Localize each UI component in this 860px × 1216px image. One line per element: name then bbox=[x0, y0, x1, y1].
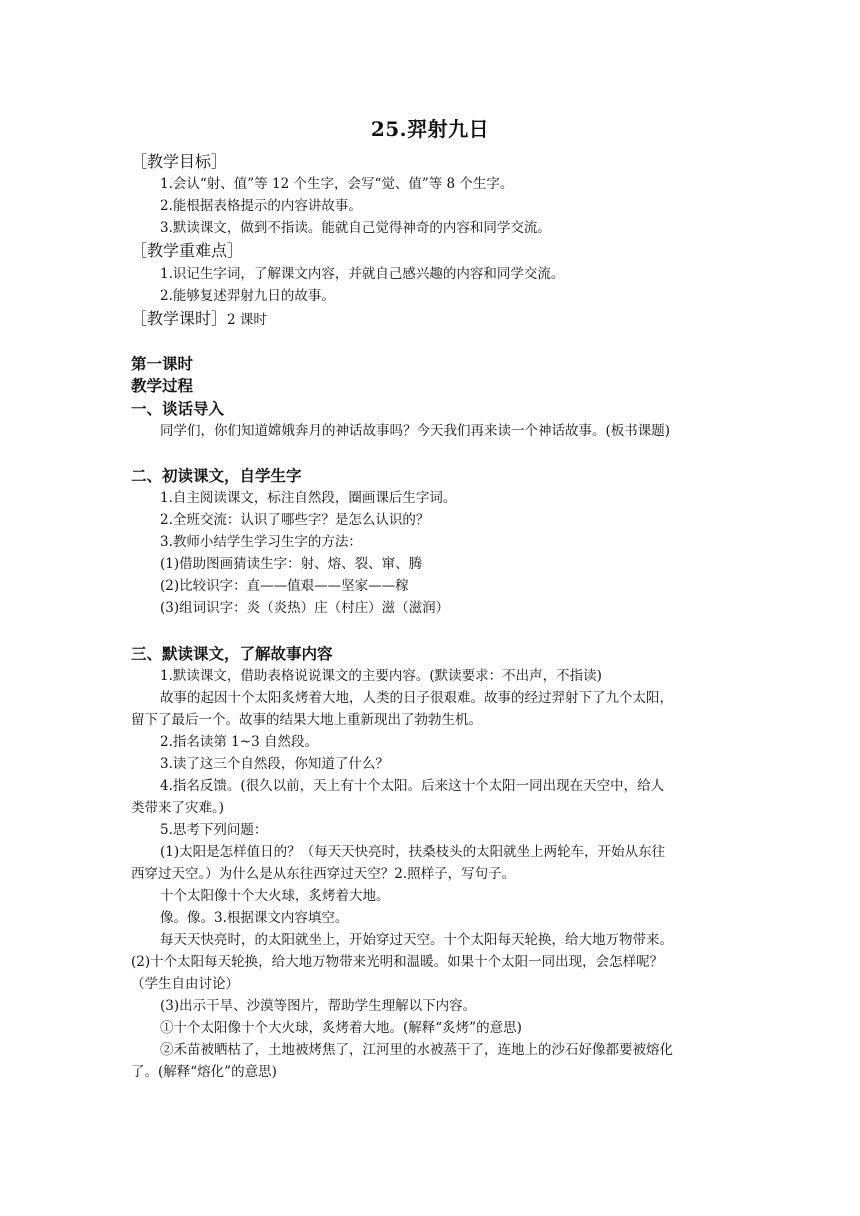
step-heading: 三、默读课文，了解故事内容 bbox=[131, 644, 333, 663]
paragraph: （学生自由讨论） bbox=[131, 976, 239, 992]
paragraph: (1)太阳是怎样值日的？（每天天快亮时，扶桑枝头的太阳就坐上两轮车，开始从东往 bbox=[160, 844, 666, 860]
paragraph: 5.思考下列问题： bbox=[160, 822, 268, 838]
step-heading: 一、谈话导入 bbox=[131, 399, 225, 418]
paragraph: 像。像。3.根据课文内容填空。 bbox=[160, 910, 349, 926]
key-point-item: 1.识记生字词，了解课文内容，并就自己感兴趣的内容和同学交流。 bbox=[160, 266, 565, 282]
section-heading-key-points: ［教学重难点］ bbox=[131, 241, 244, 260]
section-heading-hours bbox=[131, 308, 267, 331]
paragraph: 故事的起因十个太阳炙烤着大地，人类的日子很艰难。故事的经过羿射下了九个太阳， bbox=[160, 690, 673, 706]
paragraph: ②禾苗被晒枯了，土地被烤焦了，江河里的水被蒸干了，连地上的沙石好像都要被熔化 bbox=[160, 1042, 673, 1058]
lesson-heading: 第一课时 bbox=[131, 354, 194, 373]
paragraph: (2)十个太阳每天轮换，给大地万物带来光明和温暖。如果十个太阳一同出现，会怎样呢？ bbox=[131, 954, 664, 970]
goal-item: 1.会认“射、值”等 12 个生字，会写“觉、值”等 8 个生字。 bbox=[160, 176, 514, 192]
paragraph: 3.读了这三个自然段，你知道了什么？ bbox=[160, 756, 389, 772]
paragraph: 4.指名反馈。(很久以前，天上有十个太阳。后来这十个太阳一同出现在天空中，给人 bbox=[160, 778, 665, 794]
paragraph: (3)出示干旱、沙漠等图片，帮助学生理解以下内容。 bbox=[160, 998, 477, 1014]
section-heading-goals: ［教学目标］ bbox=[131, 152, 228, 171]
hours-value: 2 课时 bbox=[227, 312, 267, 328]
paragraph: 2.全班交流：认识了哪些字？是怎么认识的？ bbox=[160, 512, 430, 528]
step-heading: 二、初读课文，自学生字 bbox=[131, 466, 302, 485]
paragraph: 留下了最后一个。故事的结果大地上重新现出了勃勃生机。 bbox=[131, 712, 482, 728]
paragraph: 每天天快亮时，的太阳就坐上，开始穿过天空。十个太阳每天轮换，给大地万物带来。 bbox=[160, 932, 673, 948]
goal-item: 3.默读课文，做到不指读。能就自己觉得神奇的内容和同学交流。 bbox=[160, 220, 551, 236]
paragraph: 类带来了灾难。) bbox=[131, 800, 225, 816]
paragraph: ①十个太阳像十个大火球，炙烤着大地。(解释“炙烤”的意思) bbox=[160, 1020, 522, 1036]
page-title: 25.羿射九日 bbox=[370, 117, 490, 141]
paragraph: 1.自主阅读课文，标注自然段，圈画课后生字词。 bbox=[160, 490, 457, 506]
paragraph: (2)比较识字：直——值艰——坚家——稼 bbox=[160, 578, 409, 594]
key-point-item: 2.能够复述羿射九日的故事。 bbox=[160, 288, 335, 304]
paragraph: 1.默读课文，借助表格说说课文的主要内容。(默读要求：不出声，不指读) bbox=[160, 668, 602, 684]
paragraph: 2.指名读第 1~3 自然段。 bbox=[160, 734, 318, 750]
goal-item: 2.能根据表格提示的内容讲故事。 bbox=[160, 198, 362, 214]
paragraph: (1)借助图画猜读生字：射、熔、裂、窜、腾 bbox=[160, 556, 423, 572]
paragraph: 十个太阳像十个大火球，炙烤着大地。 bbox=[160, 888, 390, 904]
hours-label: ［教学课时］ bbox=[131, 309, 228, 328]
paragraph: 了。(解释“熔化”的意思) bbox=[131, 1064, 277, 1080]
paragraph: 西穿过天空。）为什么是从东往西穿过天空？2.照样子，写句子。 bbox=[131, 866, 516, 882]
paragraph: 3.教师小结学生学习生字的方法： bbox=[160, 534, 362, 550]
paragraph: 同学们，你们知道嫦娥奔月的神话故事吗？今天我们再来读一个神话故事。(板书课题) bbox=[160, 423, 671, 439]
process-heading: 教学过程 bbox=[131, 376, 194, 395]
paragraph: (3)组词识字：炎（炎热）庄（村庄）滋（滋润） bbox=[160, 600, 450, 616]
